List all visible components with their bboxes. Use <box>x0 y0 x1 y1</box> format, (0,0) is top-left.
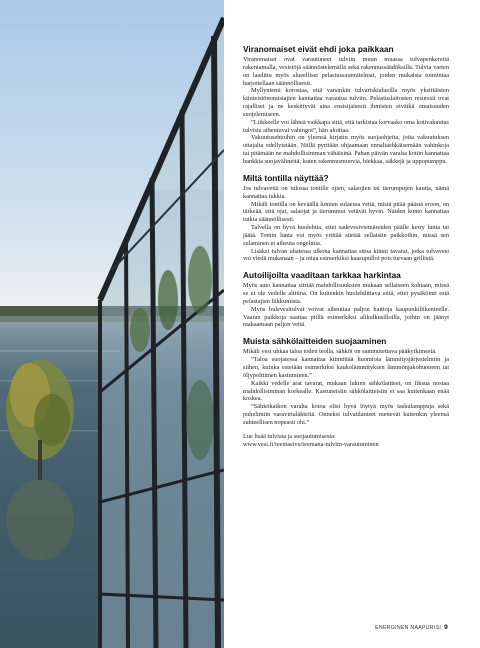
further-reading-link[interactable]: www.vesi.fi/teemasivu/teemana-tulviin-varautuminen <box>243 440 379 448</box>
paragraph: Mikäli tontilla on keväällä lumien sulaessa vettä, mistä pitää päästä eroon, on tärkeää, että ojat, salaojat ja tierummut vetävät hyvin. Näiden kunto kannattaa tutkia säännöllisesti. <box>243 200 449 224</box>
paragraph: Myös auto kannattaa siirtää mahdollisuuksien mukaan sellaiseen kohtaan, missä se ei ole vedelle alttiina. On kuitenkin huolehdittava siitä, ettei pysäköinti estä pelastajien liikkumista. <box>243 282 449 305</box>
paragraph: Myös hulevesitulvat voivat aiheuttaa paljon haittoja kaupunkiliikenteelle. Vaaran paikkoja saattaa piillä esimerkiksi alikulkusilloilla, joihin on jäänyt makaamaan paljon vettä. <box>243 305 449 329</box>
section-viranomaiset <box>243 44 449 166</box>
greenhouse-glass-wall <box>100 18 224 648</box>
section-heading: Muista sähkölaitteiden suojaaminen <box>243 336 387 347</box>
paragraph: Mikäli vesi uhkaa taloa toden teolla, sähköt on sammutettava pääkytkimestä. <box>243 348 437 356</box>
section-autoilijat <box>243 270 449 329</box>
page-number: 9 <box>444 624 448 631</box>
section-sahkolaitteet <box>243 336 449 426</box>
article-photo <box>0 0 224 648</box>
paragraph: Talvella on hyvä huolehtia, ettei sadevesiviemäreiden päälle kerry lunta tai jäätä. Tontin lunta voi myös yrittää siirtää sellaisiin paikkoihin, missä sen sulaminen ei aiheuta ongelmia. <box>243 224 449 247</box>
paragraph: ”Liikkeelle voi lähteä vaikkapa siitä, että tarkistaa korvaako oma kotivakuutus tulvista aiheutuvat vahingot”, hän aloittaa. <box>243 118 449 134</box>
further-reading-text: Lue lisää tulvista ja suojautumisesta: <box>243 432 336 440</box>
paragraph: Lisäksi tulvan uhatessa ulkona kannattaa sitoa kiinni tavarat, jotka tulvavesi voi viedä mukanaan – ja ottaa esimerkiksi kaasupullot pois turvaan grillistä. <box>243 247 449 263</box>
paragraph: ”Taloa suojatessa kannattaa kiinnittää huomiota lämmitysjärjestelmiin ja siihen, kuinka estetään esimerkiksi kaukolämmityksen lämmönjakohuoneen tai öljypolttimen kastuminen.” <box>243 356 449 379</box>
publication-name: ENERGINEN NAAPURISI <box>375 625 442 631</box>
paragraph: Viranomaiset ovat varautuneet tulviin muun muassa tulvapenkereitä rakentamalla, vesistöjä säännöstelemällä sekä rakennussäädöksillä. Tulvia varten on laadittu myös alueelliset pelastussuunnitelmat, joiden mukaista toimintaa harjoitellaan säännöllisesti. <box>243 56 449 87</box>
paragraph: Myllyniemi korostaa, että varsinkin tulvariskialueilla myös yksittäisten kiinteistönomistajien kannattaa varautua tulviin. Pelastuslaitosten resurssit ovat rajalliset ja ne keskittyvät aina ensisijaisesti ihmisten eivätkä omaisuuden suojelemiseen. <box>243 87 449 118</box>
further-reading <box>243 433 449 449</box>
photo-illustration <box>0 0 224 648</box>
section-heading: Viranomaiset eivät ehdi joka paikkaan <box>243 44 394 54</box>
article-body <box>243 44 449 448</box>
paragraph: ”Sähkökatkon varalta kotoa olisi hyvä löytyä myös taskulamppuja sekä puhelimiin varavirtalähteitä. Onneksi tulvatilanteet menevät kuitenkin yleensä suhteellisen nopeasti ohi.” <box>243 403 449 426</box>
page-footer <box>375 624 448 631</box>
section-heading: Autoilijoilta vaaditaan tarkkaa harkintaa <box>243 270 401 281</box>
paragraph: Kaikki vedelle arat tavarat, mukaan lukien sähkölaitteet, on fiksua nostaa mahdollisimman korkealle. Kastuneisiin sähkölaitteisiin ei saa kuitenkaan enää koskea. <box>243 379 449 403</box>
section-heading: Miltä tontilla näyttää? <box>243 172 329 183</box>
section-tontti <box>243 173 449 263</box>
paragraph: Jos tulvavettä on tulossa tontille ojien, salaojien tai tierumpujen kautta, nämä kannattaa tukkia. <box>243 184 449 200</box>
paragraph: Vakuutusehtoihin on yleensä kirjattu myös suojaohjeita, joita vakuutuksen ottajalta edellytetään. Niillä pyritään ohjaamaan ennaltaehkäisemään vahinkoja tai pitämään ne mahdollisimman vähäisinä. Pahan päivän varalta kotiin kannattaa hankkia suojavälineitä, kuten rakennusmuovia, hiekkaa, säkkejä ja uppopumppu. <box>243 134 449 165</box>
